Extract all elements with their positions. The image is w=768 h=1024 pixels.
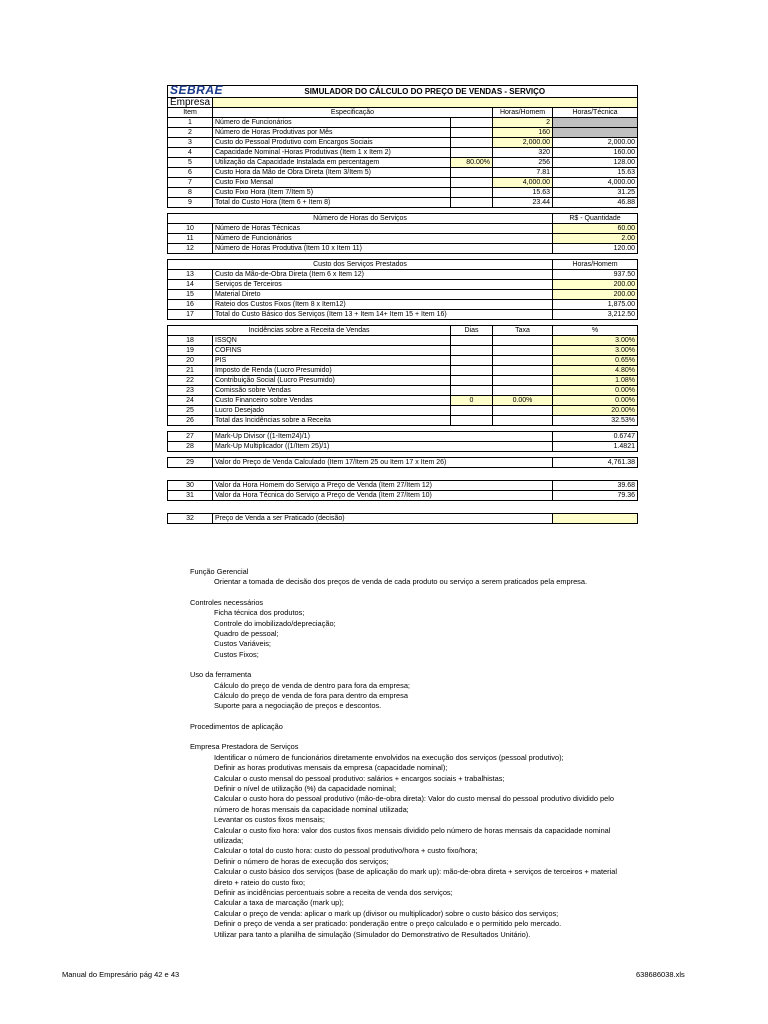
list-item: Cálculo do preço de venda de dentro para fora da empresa; — [214, 680, 410, 690]
list-item: Calcular o total do custo hora: custo do pessoal produtivo/hora + custo fixo/hora; — [214, 846, 478, 856]
row-item: 22 — [168, 376, 213, 386]
empresa-prestadora-title: Empresa Prestadora de Serviços — [190, 742, 299, 752]
page-title: SIMULADOR DO CÁLCULO DO PREÇO DE VENDAS - SERVIÇO — [213, 86, 638, 98]
table-row — [168, 128, 638, 138]
controles-title: Controles necessários — [190, 597, 264, 607]
table-row — [168, 376, 638, 386]
row-taxa — [493, 366, 553, 376]
section4-header-taxa: Taxa — [493, 326, 553, 336]
row-item: 19 — [168, 346, 213, 356]
row-spec: Número de Horas Técnicas — [213, 224, 553, 234]
list-item: Calcular o preço de venda: aplicar o mark up (divisor ou multiplicador) sobre o custo básico dos serviços; — [214, 908, 559, 918]
table-row — [168, 432, 638, 442]
row-item: 11 — [168, 234, 213, 244]
row-dias — [451, 346, 493, 356]
notes — [190, 567, 630, 940]
row-value: 39.68 — [553, 481, 638, 491]
table-row — [168, 224, 638, 234]
row-item: 26 — [168, 416, 213, 426]
row-taxa — [493, 386, 553, 396]
row-horas-tecnica — [553, 118, 638, 128]
row-percent[interactable]: 4.80% — [553, 366, 638, 376]
list-item: Definir as incidências percentuais sobre a receita de venda dos serviços; — [214, 887, 453, 897]
row-item: 8 — [168, 188, 213, 198]
row-percent: 32.53% — [553, 416, 638, 426]
row-extra — [451, 138, 493, 148]
custo-servicos-table — [167, 259, 638, 320]
row-item: 18 — [168, 336, 213, 346]
row-value: 0.6747 — [553, 432, 638, 442]
table-row — [168, 336, 638, 346]
row-spec: Número de Horas Produtivas por Mês — [213, 128, 451, 138]
row-percent[interactable]: 3.00% — [553, 336, 638, 346]
table-row — [168, 118, 638, 128]
list-item: Definir o número de horas de execução dos serviços; — [214, 856, 389, 866]
row-percent[interactable]: 1.08% — [553, 376, 638, 386]
table-row — [168, 481, 638, 491]
row-dias — [451, 406, 493, 416]
row-dias — [451, 336, 493, 346]
row-item: 6 — [168, 168, 213, 178]
row-horas-tecnica — [553, 128, 638, 138]
row-spec: Valor da Hora Homem do Serviço a Preço de Venda (Item 27/Item 12) — [213, 481, 553, 491]
footer-left: Manual do Empresário pág 42 e 43 — [62, 970, 180, 979]
row-item: 28 — [168, 442, 213, 452]
row-spec: PIS — [213, 356, 451, 366]
row-item: 20 — [168, 356, 213, 366]
row-item: 14 — [168, 280, 213, 290]
markup-table — [167, 431, 638, 452]
list-item: Suporte para a negociação de preços e descontos. — [214, 701, 382, 711]
row-item: 23 — [168, 386, 213, 396]
sebrae-logo: SEBRAE — [168, 86, 213, 98]
table-row — [168, 234, 638, 244]
row-spec: Mark-Up Divisor ((1-Item24)/1) — [213, 432, 553, 442]
table-row — [168, 442, 638, 452]
row-horas-homem[interactable]: 2 — [493, 118, 553, 128]
col-header-item: Item — [168, 108, 213, 118]
row-item: 24 — [168, 396, 213, 406]
row-spec: Comissão sobre Vendas — [213, 386, 451, 396]
table-row — [168, 178, 638, 188]
row-taxa — [493, 376, 553, 386]
row-horas-tecnica: 128.00 — [553, 158, 638, 168]
row-item: 3 — [168, 138, 213, 148]
row-item: 2 — [168, 128, 213, 138]
row-extra — [451, 168, 493, 178]
row-horas-tecnica: 15.63 — [553, 168, 638, 178]
row-spec: Valor da Hora Técnica do Serviço a Preço de Venda (Item 27/Item 10) — [213, 491, 553, 501]
row-value[interactable]: 200.00 — [553, 290, 638, 300]
table-row — [168, 406, 638, 416]
section2-header-value: R$ - Quantidade — [553, 214, 638, 224]
preco-praticado-input[interactable] — [553, 514, 638, 524]
list-item: Ficha técnica dos produtos; — [214, 608, 305, 618]
row-taxa[interactable]: 0.00% — [493, 396, 553, 406]
section4-header-dias: Dias — [451, 326, 493, 336]
row-spec: Custo Fixo Mensal — [213, 178, 451, 188]
row-spec: Lucro Desejado — [213, 406, 451, 416]
row-item: 16 — [168, 300, 213, 310]
section3-header-value: Horas/Homem — [553, 260, 638, 270]
main-table — [167, 85, 638, 208]
row-spec: Material Direto — [213, 290, 553, 300]
row-spec: Total do Custo Básico dos Serviços (Item 13 + Item 14+ Item 15 + Item 16) — [213, 310, 553, 320]
col-header-hh: Horas/Homem — [493, 108, 553, 118]
row-extra[interactable]: 80.00% — [451, 158, 493, 168]
empresa-label: Empresa — [168, 98, 213, 108]
table-row — [168, 188, 638, 198]
row-extra — [451, 178, 493, 188]
row-spec: Número de Funcionários — [213, 234, 553, 244]
row-horas-tecnica: 31.25 — [553, 188, 638, 198]
horas-servicos-table — [167, 213, 638, 254]
row-taxa — [493, 356, 553, 366]
row-item: 17 — [168, 310, 213, 320]
list-item: Calcular o custo básico dos serviços (base de aplicação do mark up): mão-de-obra direta + serviços de terceiros + material direto + rateio do custo fixo; — [214, 867, 617, 887]
row-taxa — [493, 406, 553, 416]
list-item: Calcular o custo fixo hora: valor dos custos fixos mensais dividido pelo número de horas mensais da capacidade nominal utilizada; — [214, 825, 611, 845]
col-header-ht: Horas/Técnica — [553, 108, 638, 118]
row-item: 25 — [168, 406, 213, 416]
list-item: Utilizar para tanto a planilha de simulação (Simulador do Demonstrativo de Resultados Unitário). — [214, 929, 531, 939]
row-extra — [451, 198, 493, 208]
section4-header: Incidências sobre a Receita de Vendas — [168, 326, 451, 336]
row-item: 21 — [168, 366, 213, 376]
row-value: 79.36 — [553, 491, 638, 501]
spreadsheet — [167, 85, 637, 524]
table-row — [168, 280, 638, 290]
row-horas-tecnica: 2,000.00 — [553, 138, 638, 148]
row-item: 31 — [168, 491, 213, 501]
list-item: Controle do imobilizado/depreciação; — [214, 618, 336, 628]
table-row — [168, 244, 638, 254]
row-spec: Utilização da Capacidade Instalada em percentagem — [213, 158, 451, 168]
row-spec: Número de Horas Produtiva (Item 10 x Item 11) — [213, 244, 553, 254]
table-row — [168, 158, 638, 168]
row-value: 120.00 — [553, 244, 638, 254]
table-row — [168, 300, 638, 310]
row-percent[interactable]: 0.00% — [553, 386, 638, 396]
row-spec: Contribuição Social (Lucro Presumido) — [213, 376, 451, 386]
table-row — [168, 356, 638, 366]
table-row — [168, 416, 638, 426]
row-spec: Imposto de Renda (Lucro Presumido) — [213, 366, 451, 376]
table-row — [168, 290, 638, 300]
list-item: Custos Fixos; — [214, 649, 259, 659]
row-spec: Capacidade Nominal -Horas Produtivas (Item 1 x Item 2) — [213, 148, 451, 158]
row-value: 3,212.50 — [553, 310, 638, 320]
row-extra — [451, 118, 493, 128]
row-horas-homem: 15.63 — [493, 188, 553, 198]
row-taxa — [493, 416, 553, 426]
row-horas-homem[interactable]: 160 — [493, 128, 553, 138]
row-spec: Custo do Pessoal Produtivo com Encargos Sociais — [213, 138, 451, 148]
row-horas-homem: 7.81 — [493, 168, 553, 178]
row-spec: Custo da Mão-de-Obra Direta (Item 6 x Item 12) — [213, 270, 553, 280]
row-horas-homem: 256 — [493, 158, 553, 168]
row-item: 30 — [168, 481, 213, 491]
section3-header: Custo dos Serviços Prestados — [168, 260, 553, 270]
row-percent[interactable]: 0.65% — [553, 356, 638, 366]
row-taxa — [493, 336, 553, 346]
row-spec: Total do Custo Hora (Item 6 + Item 8) — [213, 198, 451, 208]
table-row — [168, 138, 638, 148]
uso-title: Uso da ferramenta — [190, 670, 252, 680]
incidencias-table — [167, 325, 638, 426]
row-item: 10 — [168, 224, 213, 234]
row-percent[interactable]: 20.00% — [553, 406, 638, 416]
uso-list — [190, 681, 630, 712]
list-item: Custos Variáveis; — [214, 639, 271, 649]
row-item: 4 — [168, 148, 213, 158]
row-spec: Serviços de Terceiros — [213, 280, 553, 290]
row-spec: Rateio dos Custos Fixos (Item 8 x Item12) — [213, 300, 553, 310]
row-item: 32 — [168, 514, 213, 524]
row-item: 27 — [168, 432, 213, 442]
table-row — [168, 386, 638, 396]
row-spec: Custo Financeiro sobre Vendas — [213, 396, 451, 406]
table-row — [168, 270, 638, 280]
row-spec: Número de Funcionários — [213, 118, 451, 128]
table-row — [168, 396, 638, 406]
row-spec: ISSQN — [213, 336, 451, 346]
preco-calculado-table — [167, 457, 638, 468]
row-value: 4,761.38 — [553, 458, 638, 468]
table-row — [168, 148, 638, 158]
row-dias — [451, 356, 493, 366]
list-item: Calcular o custo hora do pessoal produtivo (mão-de-obra direta): Valor do custo mensal do pessoal produtivo dividido pelo número de horas mensais da capacidade nominal utilizada; — [214, 794, 615, 814]
row-value: 1.4821 — [553, 442, 638, 452]
row-spec: Custo Hora da Mão de Obra Direta (Item 3/Item 5) — [213, 168, 451, 178]
row-extra — [451, 148, 493, 158]
row-percent[interactable]: 0.00% — [553, 396, 638, 406]
row-item: 9 — [168, 198, 213, 208]
row-value[interactable]: 60.00 — [553, 224, 638, 234]
row-dias — [451, 366, 493, 376]
row-spec: Custo Fixo Hora (Item 7/Item 5) — [213, 188, 451, 198]
row-horas-tecnica: 46.88 — [553, 198, 638, 208]
row-spec: COFINS — [213, 346, 451, 356]
table-row — [168, 168, 638, 178]
col-header-spec: Especificação — [213, 108, 493, 118]
row-spec: Preço de Venda a ser Praticado (decisão) — [213, 514, 553, 524]
row-horas-homem: 23.44 — [493, 198, 553, 208]
list-item: Definir o nível de utilização (%) da capacidade nominal; — [214, 783, 396, 793]
row-item: 12 — [168, 244, 213, 254]
row-horas-tecnica: 4,000.00 — [553, 178, 638, 188]
row-item: 1 — [168, 118, 213, 128]
list-item: Levantar os custos fixos mensais; — [214, 815, 325, 825]
row-horas-homem[interactable]: 2,000.00 — [493, 138, 553, 148]
procedimentos-title: Procedimentos de aplicação — [190, 721, 283, 731]
funcao-title: Função Gerencial — [190, 567, 249, 576]
row-horas-homem: 320 — [493, 148, 553, 158]
list-item: Cálculo do preço de venda de fora para dentro da empresa — [214, 691, 408, 701]
row-dias[interactable]: 0 — [451, 396, 493, 406]
table-row — [168, 198, 638, 208]
row-horas-homem[interactable]: 4,000.00 — [493, 178, 553, 188]
row-spec: Total das Incidências sobre a Receita — [213, 416, 451, 426]
row-dias — [451, 386, 493, 396]
procedimentos-list — [190, 753, 630, 940]
preco-praticado-table — [167, 513, 638, 524]
row-value[interactable]: 200.00 — [553, 280, 638, 290]
row-item: 7 — [168, 178, 213, 188]
section2-header: Número de Horas do Serviços — [168, 214, 553, 224]
funcao-text: Orientar a tomada de decisão dos preços de venda de cada produto ou serviço a serem praticados pela empresa. — [214, 577, 588, 587]
row-value[interactable]: 2.00 — [553, 234, 638, 244]
row-value: 1,875.00 — [553, 300, 638, 310]
row-percent[interactable]: 3.00% — [553, 346, 638, 356]
row-taxa — [493, 346, 553, 356]
row-spec: Mark-Up Multiplicador ((1/Item 25)/1) — [213, 442, 553, 452]
row-dias — [451, 376, 493, 386]
row-item: 15 — [168, 290, 213, 300]
controles-list — [190, 608, 630, 660]
row-item: 5 — [168, 158, 213, 168]
list-item: Quadro de pessoal; — [214, 629, 279, 639]
valor-hora-table — [167, 480, 638, 501]
row-value: 937.50 — [553, 270, 638, 280]
list-item: Identificar o número de funcionários diretamente envolvidos na execução dos serviços (pessoal produtivo); — [214, 752, 564, 762]
list-item: Definir o preço de venda a ser praticado: ponderação entre o preço calculado e o permitido pelo mercado. — [214, 919, 562, 929]
row-horas-tecnica: 160.00 — [553, 148, 638, 158]
section4-header-pct: % — [553, 326, 638, 336]
table-row — [168, 491, 638, 501]
row-spec: Valor do Preço de Venda Calculado (Item 17/Item 25 ou Item 17 x Item 26) — [213, 458, 553, 468]
table-row — [168, 346, 638, 356]
empresa-input[interactable] — [213, 98, 638, 108]
row-dias — [451, 416, 493, 426]
row-item: 13 — [168, 270, 213, 280]
row-extra — [451, 188, 493, 198]
table-row — [168, 310, 638, 320]
list-item: Definir as horas produtivas mensais da empresa (capacidade nominal); — [214, 763, 448, 773]
footer-right: 638686038.xls — [636, 970, 685, 979]
row-item: 29 — [168, 458, 213, 468]
list-item: Calcular o custo mensal do pessoal produtivo: salários + encargos sociais + trabalhistas; — [214, 773, 505, 783]
list-item: Calcular a taxa de marcação (mark up); — [214, 898, 344, 908]
table-row — [168, 366, 638, 376]
row-extra — [451, 128, 493, 138]
